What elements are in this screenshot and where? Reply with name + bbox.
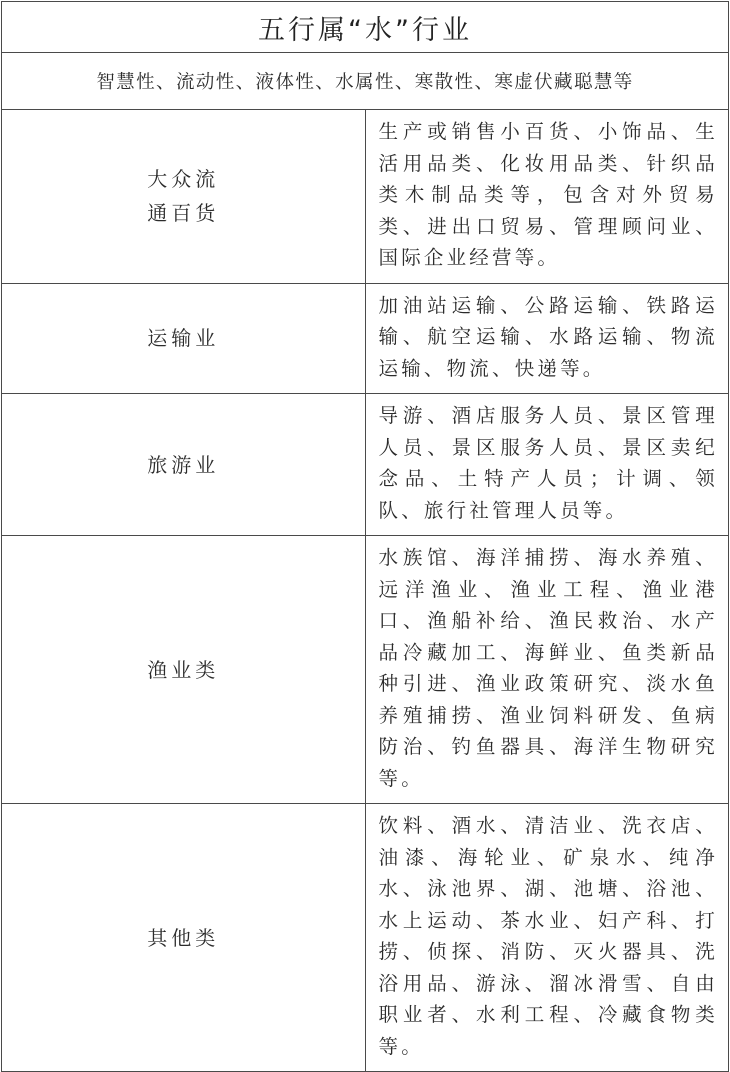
category-cell	[2, 536, 366, 804]
table-row	[2, 804, 729, 1072]
category-cell	[2, 394, 366, 536]
category-label: 通百货	[147, 201, 220, 226]
category-label: 大众流	[147, 167, 220, 192]
description-cell: 水族馆、海洋捕捞、海水养殖、远洋渔业、渔业工程、渔业港口、渔船补给、渔民救治、水产品冷藏加工、海鲜业、鱼类新品种引进、渔业政策研究、淡水鱼养殖捕捞、渔业饲料研发、鱼病防治、钓鱼器具、海洋生物研究等。	[365, 536, 729, 804]
table-title: 五行属“水”行业	[2, 2, 729, 53]
subtitle-row	[2, 53, 729, 110]
category-label: 运输业	[147, 326, 220, 351]
description-cell: 导游、酒店服务人员、景区管理人员、景区服务人员、景区卖纪念品、土特产人员；计调、领队、旅行社管理人员等。	[365, 394, 729, 536]
table-row	[2, 283, 729, 394]
category-cell	[2, 283, 366, 394]
document-page	[0, 1, 730, 1058]
title-row	[2, 2, 729, 53]
description-cell: 饮料、酒水、清洁业、洗衣店、油漆、海轮业、矿泉水、纯净水、泳池界、湖、池塘、浴池、水上运动、茶水业、妇产科、打捞、侦探、消防、灭火器具、洗浴用品、游泳、溜冰滑雪、自由职业者、水利工程、冷藏食物类等。	[365, 804, 729, 1072]
description-cell: 加油站运输、公路运输、铁路运输、航空运输、水路运输、物流运输、物流、快递等。	[365, 283, 729, 394]
category-cell	[2, 110, 366, 284]
table-row	[2, 394, 729, 536]
industry-table	[1, 1, 729, 1072]
description-cell: 生产或销售小百货、小饰品、生活用品类、化妆用品类、针织品类木制品类等，包含对外贸易类、进出口贸易、管理顾问业、国际企业经营等。	[365, 110, 729, 284]
category-label: 旅游业	[147, 452, 220, 477]
table-row	[2, 110, 729, 284]
category-label: 其他类	[147, 925, 220, 950]
category-label: 渔业类	[147, 657, 220, 682]
table-subtitle: 智慧性、流动性、液体性、水属性、寒散性、寒虚伏藏聪慧等	[2, 53, 729, 110]
category-cell	[2, 804, 366, 1072]
table-row	[2, 536, 729, 804]
